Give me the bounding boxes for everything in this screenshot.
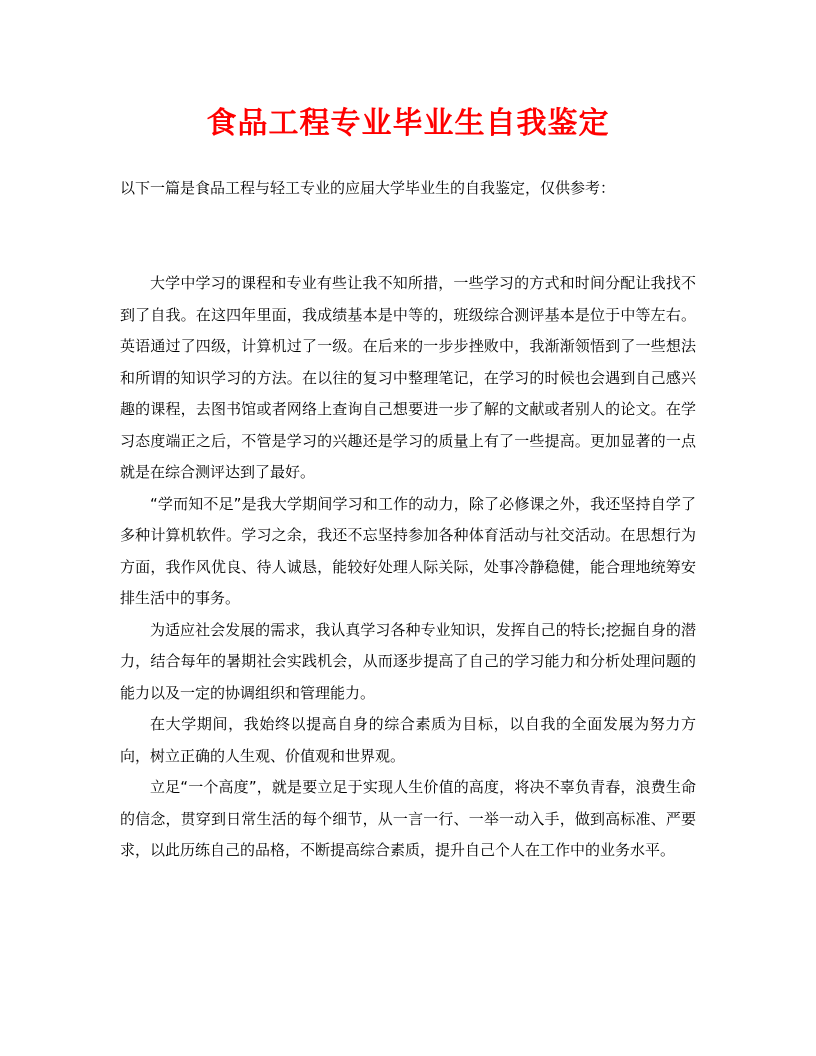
body-paragraph: 立足“一个高度”，就是要立足于实现人生价值的高度，将决不辜负青春，浪费生命的信念，贯穿到日常生活的每个细节，从一言一行、一举一动入手，做到高标准、严要求，以此历练自己的品格，不断提高综合素质，提升自己个人在工作中的业务水平。 [120, 778, 696, 859]
document-title: 食品工程专业毕业生自我鉴定 [206, 106, 610, 141]
intro-paragraph: 以下一篇是食品工程与轻工专业的应届大学毕业生的自我鉴定，仅供参考： [120, 179, 616, 197]
body-paragraph: 大学中学习的课程和专业有些让我不知所措，一些学习的方式和时间分配让我找不到了自我。在这四年里面，我成绩基本是中等的，班级综合测评基本是位于中等左右。英语通过了四级，计算机过了一级。在后来的一步步挫败中，我渐渐领悟到了一些想法和所谓的知识学习的方法。在以往的复习中整理笔记，在学习的时候也会遇到自己感兴趣的课程，去图书馆或者网络上查询自己想要进一步了解的文献或者别人的论文。在学习态度端正之后，不管是学习的兴趣还是学习的质量上有了一些提高。更加显著的一点就是在综合测评达到了最好。 [120, 274, 696, 481]
body-paragraph: 在大学期间，我始终以提高自身的综合素质为目标，以自我的全面发展为努力方向，树立正确的人生观、价值观和世界观。 [120, 715, 696, 765]
body-paragraph: 为适应社会发展的需求，我认真学习各种专业知识，发挥自己的特长;挖掘自身的潜力，结合每年的暑期社会实践机会，从而逐步提高了自己的学习能力和分析处理问题的能力以及一定的协调组织和管理能力。 [120, 620, 696, 702]
body-text [120, 268, 696, 867]
body-paragraph: “学而知不足”是我大学期间学习和工作的动力，除了必修课之外，我还坚持自学了多种计算机软件。学习之余，我还不忘坚持参加各种体育活动与社交活动。在思想行为方面，我作风优良、待人诚恳，能较好处理人际关际，处事冷静稳健，能合理地统筹安排生活中的事务。 [120, 494, 696, 607]
